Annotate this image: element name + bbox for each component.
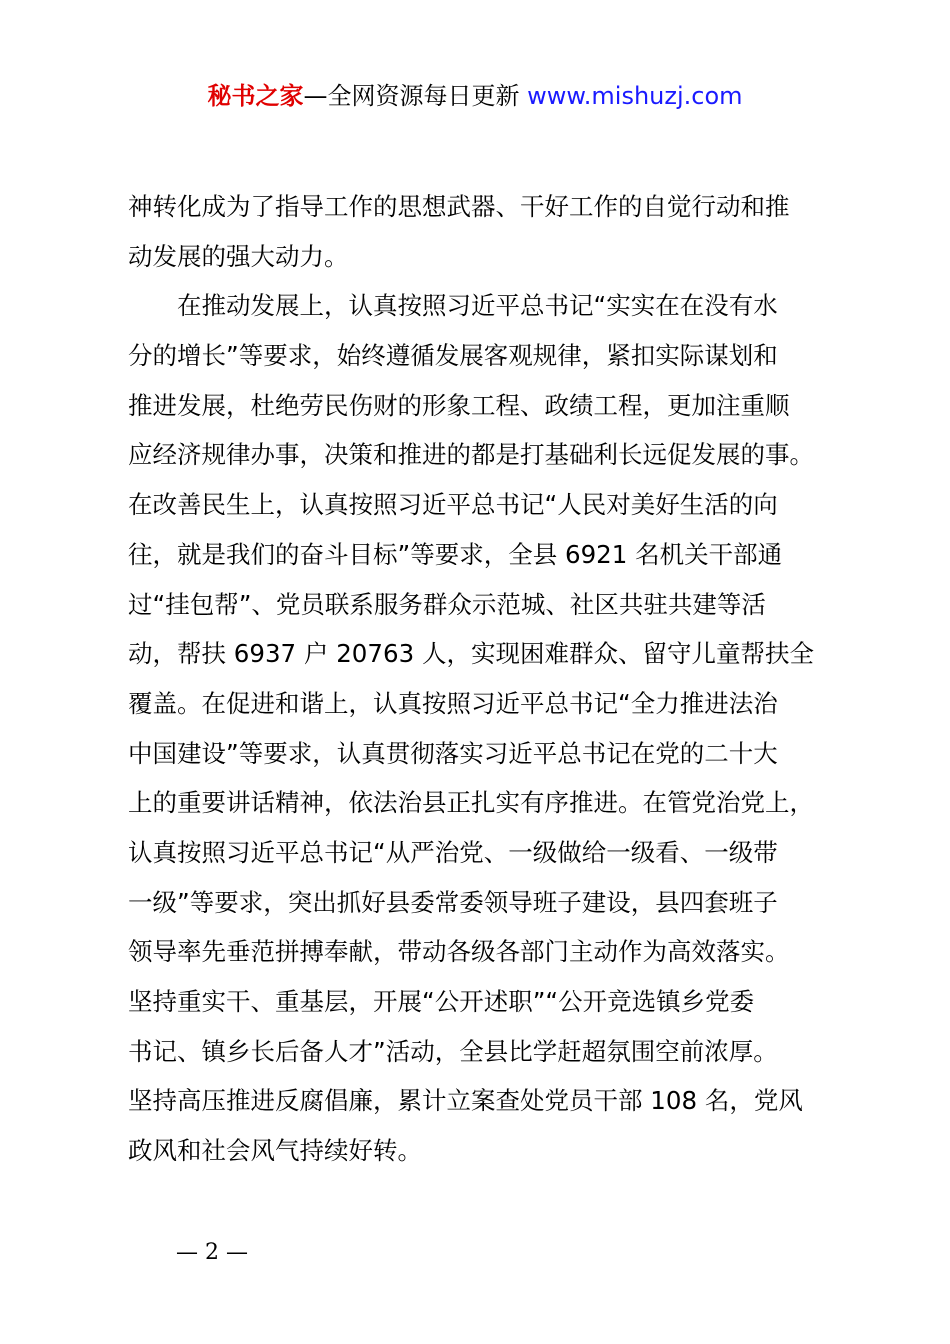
site-header: [0, 80, 950, 112]
text-line: 应经济规律办事，决策和推进的都是打基础利长远促发展的事。: [128, 440, 814, 470]
text-line: 动，帮扶 6937 户 20763 人，实现困难群众、留守儿童帮扶全: [128, 639, 814, 669]
text-line: 在改善民生上，认真按照习近平总书记“人民对美好生活的向: [128, 490, 778, 520]
text-line: 往，就是我们的奋斗目标”等要求，全县 6921 名机关干部通: [128, 539, 783, 569]
site-tagline: —全网资源每日更新: [303, 82, 528, 110]
text-line: 在推动发展上，认真按照习近平总书记“实实在在没有水: [128, 291, 778, 321]
text-line: 书记、镇乡长后备人才”活动，全县比学赶超氛围空前浓厚。: [128, 1036, 778, 1066]
page-number: — 2 —: [176, 1240, 248, 1265]
text-line: 政风和社会风气持续好转。: [128, 1136, 422, 1166]
text-line: 一级”等要求，突出抓好县委常委领导班子建设，县四套班子: [128, 887, 778, 917]
text-line: 中国建设”等要求，认真贯彻落实习近平总书记在党的二十大: [128, 738, 778, 768]
text-line: 覆盖。在促进和谐上，认真按照习近平总书记“全力推进法治: [128, 688, 778, 718]
text-line: 推进发展，杜绝劳民伤财的形象工程、政绩工程，更加注重顺: [128, 390, 790, 420]
text-line: 过“挂包帮”、党员联系服务群众示范城、社区共驻共建等活: [128, 589, 766, 619]
text-line: 分的增长”等要求，始终遵循发展客观规律，紧扣实际谋划和: [128, 341, 778, 371]
site-url-link[interactable]: www.mishuzj.com: [527, 82, 743, 110]
text-line: 动发展的强大动力。: [128, 241, 349, 271]
text-line: 坚持重实干、重基层，开展“公开述职”“公开竞选镇乡党委: [128, 987, 755, 1016]
site-brand: 秘书之家: [207, 82, 304, 110]
text-line: 上的重要讲话精神，依法治县正扎实有序推进。在管党治党上，: [128, 788, 814, 818]
text-line: 坚持高压推进反腐倡廉，累计立案查处党员干部 108 名，党风: [128, 1086, 803, 1116]
text-line: 认真按照习近平总书记“从严治党、一级做给一级看、一级带: [128, 837, 778, 867]
document-body: [128, 182, 848, 1176]
text-line: 领导率先垂范拼搏奉献，带动各级各部门主动作为高效落实。: [128, 937, 790, 967]
text-line: 神转化成为了指导工作的思想武器、干好工作的自觉行动和推: [128, 192, 790, 221]
